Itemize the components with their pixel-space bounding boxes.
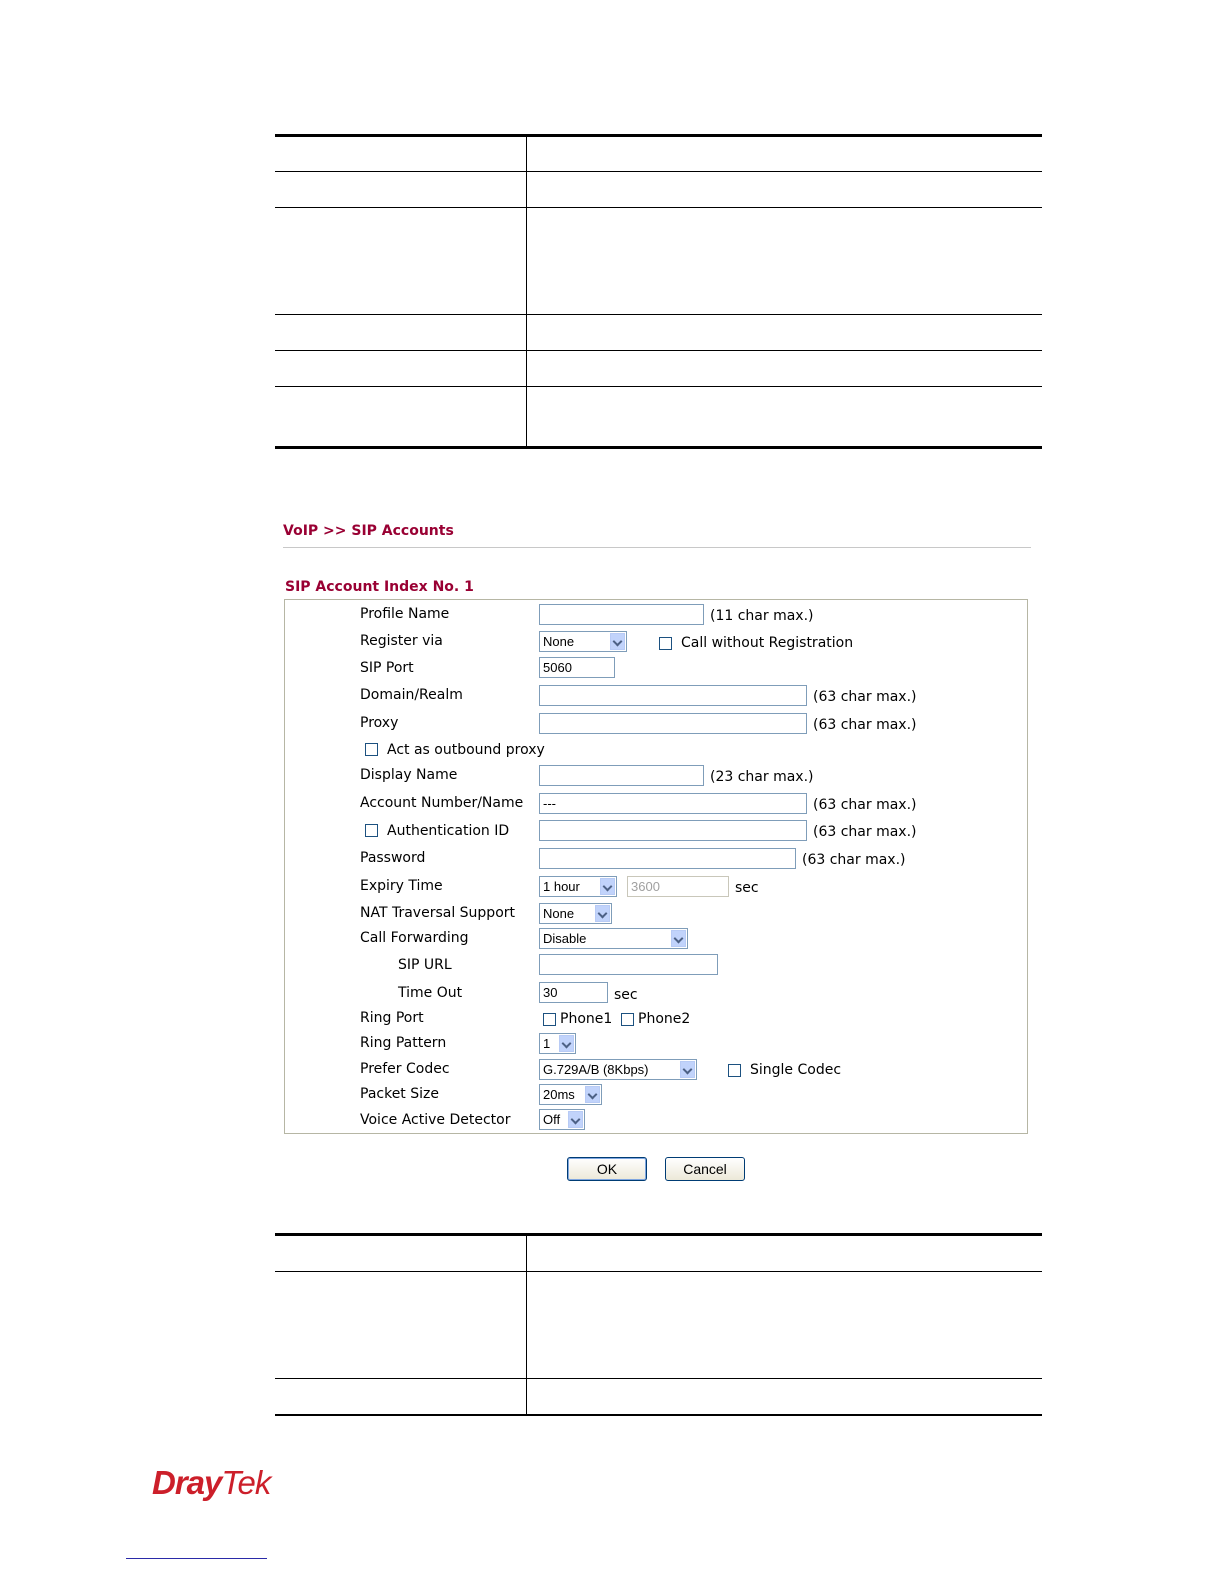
phone1-label: Phone1 [560,1011,613,1027]
voice-active-detector-value: Off [543,1112,561,1127]
proxy-hint: (63 char max.) [813,717,917,733]
time-out-unit: sec [614,987,638,1003]
domain-realm-hint: (63 char max.) [813,689,917,705]
profile-name-hint: (11 char max.) [710,608,814,624]
prefer-codec-value: G.729A/B (8Kbps) [543,1062,649,1077]
outbound-proxy-label: Act as outbound proxy [387,742,545,758]
prefer-codec-label: Prefer Codec [360,1061,450,1077]
display-name-label: Display Name [360,767,458,783]
password-input[interactable] [539,848,796,869]
table-rule [275,386,1042,387]
chevron-down-icon [610,633,625,650]
sip-port-label: SIP Port [360,660,414,676]
ring-pattern-value: 1 [543,1036,551,1051]
proxy-input[interactable] [539,713,807,734]
expiry-time-label: Expiry Time [360,878,443,894]
chevron-down-icon [671,930,686,947]
sip-port-input[interactable]: 5060 [539,657,615,678]
call-forwarding-value: Disable [543,931,587,946]
table-rule [275,1233,1042,1236]
time-out-label: Time Out [398,985,463,1001]
table-rule [275,446,1042,449]
nat-traversal-label: NAT Traversal Support [360,905,516,921]
table-rule [275,207,1042,208]
prefer-codec-select[interactable] [539,1059,697,1080]
bottom-document-table [275,1233,1042,1416]
voice-active-detector-label: Voice Active Detector [360,1112,511,1128]
phone1-checkbox[interactable] [543,1013,556,1026]
call-without-registration-checkbox[interactable] [659,637,672,650]
table-column-divider [526,134,527,449]
time-out-input[interactable]: 30 [539,982,608,1003]
table-column-divider [526,1233,527,1416]
table-rule [275,134,1042,137]
outbound-proxy-checkbox[interactable] [365,743,378,756]
phone2-checkbox[interactable] [621,1013,634,1026]
account-number-label: Account Number/Name [360,795,524,811]
account-number-input[interactable]: --- [539,793,807,814]
profile-name-label: Profile Name [360,606,450,622]
packet-size-value: 20ms [543,1087,575,1102]
phone2-label: Phone2 [638,1011,691,1027]
top-document-table [275,134,1042,449]
table-rule [275,314,1042,315]
sip-url-label: SIP URL [398,957,452,973]
divider [283,547,1031,548]
single-codec-label: Single Codec [750,1062,842,1078]
section-title: SIP Account Index No. 1 [285,579,474,595]
expiry-seconds-unit: sec [735,880,759,896]
table-rule [275,1378,1042,1379]
account-number-hint: (63 char max.) [813,797,917,813]
profile-name-input[interactable] [539,604,704,625]
footer-rule [126,1558,267,1559]
logo-part-2: Tek [221,1464,271,1501]
domain-realm-label: Domain/Realm [360,687,463,703]
password-hint: (63 char max.) [802,852,906,868]
draytek-logo [152,1464,270,1502]
nat-traversal-value: None [543,906,575,921]
call-forwarding-label: Call Forwarding [360,930,469,946]
table-rule [275,171,1042,172]
chevron-down-icon [568,1111,583,1128]
display-name-hint: (23 char max.) [710,769,814,785]
voice-active-detector-select[interactable] [539,1109,585,1130]
domain-realm-input[interactable] [539,685,807,706]
chevron-down-icon [600,878,615,895]
ok-button[interactable]: OK [567,1157,647,1181]
register-via-select[interactable] [539,631,627,652]
authentication-id-checkbox[interactable] [365,824,378,837]
single-codec-checkbox[interactable] [728,1064,741,1077]
register-via-label: Register via [360,633,443,649]
table-rule [275,350,1042,351]
ring-port-label: Ring Port [360,1010,424,1026]
packet-size-select[interactable] [539,1084,602,1105]
cancel-button[interactable]: Cancel [665,1157,745,1181]
packet-size-label: Packet Size [360,1086,439,1102]
authentication-id-input[interactable] [539,820,807,841]
expiry-time-value: 1 hour [543,879,580,894]
table-rule [275,1271,1042,1272]
chevron-down-icon [559,1035,574,1052]
expiry-time-select[interactable] [539,876,617,897]
chevron-down-icon [585,1086,600,1103]
expiry-seconds-input: 3600 [627,876,729,897]
table-rule [275,1414,1042,1416]
call-forwarding-select[interactable] [539,928,688,949]
sip-url-input[interactable] [539,954,718,975]
chevron-down-icon [595,905,610,922]
breadcrumb: VoIP >> SIP Accounts [283,523,454,539]
chevron-down-icon [680,1061,695,1078]
password-label: Password [360,850,426,866]
logo-part-1: Dray [152,1464,222,1501]
proxy-label: Proxy [360,715,399,731]
display-name-input[interactable] [539,765,704,786]
authentication-id-label: Authentication ID [387,823,510,839]
authentication-id-hint: (63 char max.) [813,824,917,840]
ring-pattern-select[interactable] [539,1033,576,1054]
call-without-registration-label: Call without Registration [681,635,854,651]
register-via-value: None [543,634,575,649]
ring-pattern-label: Ring Pattern [360,1035,447,1051]
nat-traversal-select[interactable] [539,903,612,924]
